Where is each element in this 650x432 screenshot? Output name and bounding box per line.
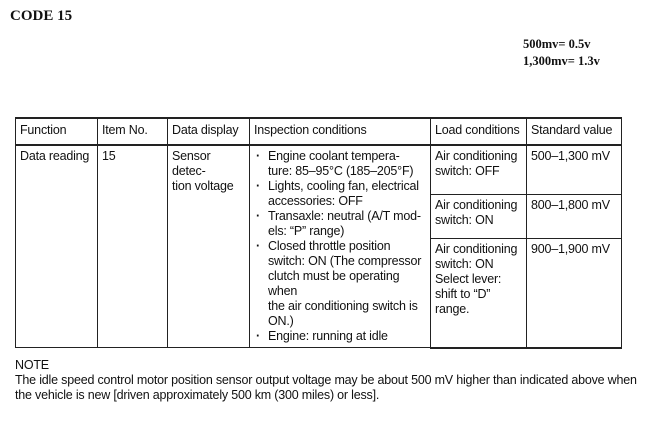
header-data-display: Data display	[168, 118, 250, 145]
list-item: · Engine coolant tempera- ture: 85–95°C (185–205°F)	[254, 149, 426, 179]
cell-load-condition: Air conditioning switch: OFF	[431, 145, 527, 194]
conversion-line: 500mv= 0.5v	[523, 37, 591, 51]
list-item: · Closed throttle position switch: ON (The compressor clutch must be operating when the air conditioning switch is ON.)	[254, 239, 426, 329]
header-function: Function	[16, 118, 98, 145]
cell-standard-value: 800–1,800 mV	[527, 194, 622, 238]
cell-data-display: Sensor detec- tion voltage	[168, 145, 250, 348]
inspection-conditions-list	[254, 149, 426, 344]
note-text: The idle speed control motor position sensor output voltage may be about 500 mV higher than indicated above when the vehicle is new [driven approximately 500 km (300 miles) or less].	[15, 373, 637, 402]
cell-function: Data reading	[16, 145, 98, 348]
header-standard-value: Standard value	[527, 118, 622, 145]
cell-standard-value: 500–1,300 mV	[527, 145, 622, 194]
header-load-conditions: Load conditions	[431, 118, 527, 145]
cell-item-no: 15	[98, 145, 168, 348]
voltage-conversions	[523, 36, 600, 70]
table-row	[16, 145, 622, 194]
cell-load-condition: Air conditioning switch: ON Select lever: shift to “D” range.	[431, 238, 527, 347]
cell-inspection-conditions	[250, 145, 431, 348]
note	[15, 358, 640, 403]
table-header-row	[16, 118, 622, 145]
code-title: CODE 15	[10, 8, 73, 24]
list-item: · Lights, cooling fan, electrical accessories: OFF	[254, 179, 426, 209]
list-item: · Engine: running at idle	[254, 329, 426, 344]
cell-standard-value: 900–1,900 mV	[527, 238, 622, 347]
note-title: NOTE	[15, 358, 49, 372]
header-item-no: Item No.	[98, 118, 168, 145]
header-inspection-conditions: Inspection conditions	[250, 118, 431, 145]
cell-load-condition: Air conditioning switch: ON	[431, 194, 527, 238]
list-item: · Transaxle: neutral (A/T mod- els: “P” range)	[254, 209, 426, 239]
conversion-line: 1,300mv= 1.3v	[523, 54, 600, 68]
spec-table	[15, 117, 622, 349]
